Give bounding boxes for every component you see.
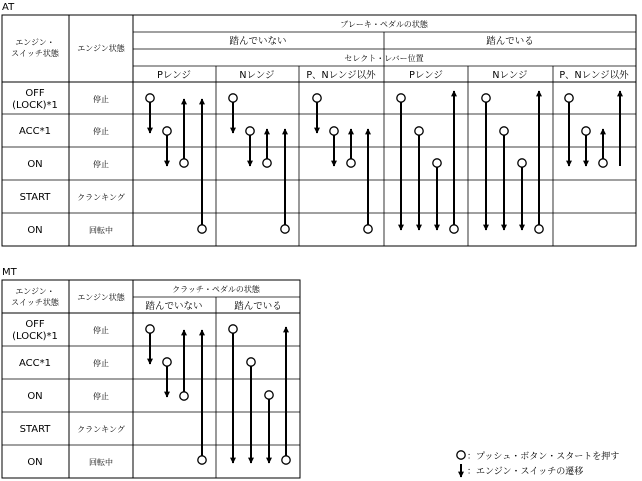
legend-circle-label: ：プッシュ・ボタン・スタートを押す	[467, 452, 620, 462]
at-section-title: AT	[2, 2, 15, 13]
legend-arrow-label: ：エンジン・スイッチの遷移	[467, 467, 584, 477]
at-row2-switch: ACC*1	[19, 126, 51, 137]
mt-row5-switch: ON	[27, 457, 43, 468]
at-range-p-2: Pレンジ	[409, 70, 443, 81]
mt-section-title: MT	[2, 267, 17, 278]
at-row4-switch: START	[19, 192, 51, 203]
mt-row4-switch: START	[19, 424, 51, 435]
legend	[457, 450, 619, 477]
at-head-switch-line2: スイッチ状態	[11, 49, 59, 58]
legend-circle-icon	[457, 451, 465, 459]
at-range-n-1: Nレンジ	[239, 70, 275, 81]
at-row3-engine: 停止	[93, 160, 109, 169]
at-push-circles	[146, 94, 607, 233]
mt-row4-engine: クランキング	[77, 425, 125, 434]
mt-head-switch-line2: スイッチ状態	[11, 298, 59, 307]
mt-row5-engine: 回転中	[89, 458, 113, 467]
at-row5-switch: ON	[27, 225, 43, 236]
at-row1-engine: 停止	[93, 95, 109, 104]
at-head-switch-line1: エンジン・	[15, 38, 55, 47]
at-range-other-1: P、Nレンジ以外	[306, 70, 376, 81]
at-row5-engine: 回転中	[89, 226, 113, 235]
at-range-n-2: Nレンジ	[492, 70, 528, 81]
mt-row3-switch: ON	[27, 391, 43, 402]
at-row3-switch: ON	[27, 159, 43, 170]
mt-row2-engine: 停止	[93, 359, 109, 368]
mt-row2-switch: ACC*1	[19, 358, 51, 369]
mt-row1-engine: 停止	[93, 326, 109, 335]
at-not-pressed: 踏んでいない	[229, 36, 287, 47]
at-row2-engine: 停止	[93, 127, 109, 136]
at-row1-switch-line1: OFF	[25, 88, 45, 99]
mt-pressed: 踏んでいる	[234, 301, 282, 312]
at-brake-title: ブレーキ・ペダルの状態	[340, 20, 428, 29]
at-row4-engine: クランキング	[77, 193, 125, 202]
at-row1-switch-line2: (LOCK)*1	[12, 100, 58, 111]
at-range-p-1: Pレンジ	[157, 70, 191, 81]
mt-clutch-title: クラッチ・ペダルの状態	[172, 285, 260, 294]
mt-head-switch-line1: エンジン・	[15, 287, 55, 296]
mt-not-pressed: 踏んでいない	[145, 301, 203, 312]
at-select-lever: セレクト・レバー位置	[344, 54, 424, 63]
mt-row3-engine: 停止	[93, 392, 109, 401]
mt-row1-switch-line1: OFF	[25, 319, 45, 330]
mt-head-engine: エンジン状態	[77, 293, 125, 302]
mt-row1-switch-line2: (LOCK)*1	[12, 331, 58, 342]
at-head-engine: エンジン状態	[77, 44, 125, 53]
at-pressed: 踏んでいる	[486, 36, 534, 47]
at-range-other-2: P、Nレンジ以外	[559, 70, 629, 81]
at-transition-arrows	[150, 91, 620, 230]
